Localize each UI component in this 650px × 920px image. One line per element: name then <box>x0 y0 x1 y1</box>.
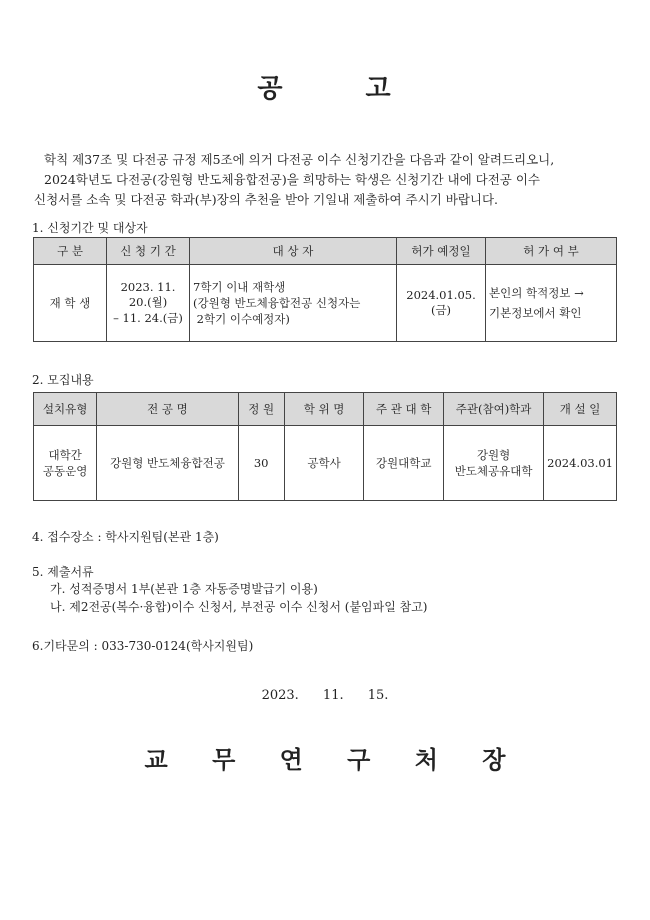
notice-date: 2023. 11. 15. <box>261 688 389 703</box>
column-header: 전 공 명 <box>97 393 238 426</box>
column-header: 대 상 자 <box>190 238 397 265</box>
recruitment-table <box>33 392 617 501</box>
cell-quota: 30 <box>238 426 284 501</box>
period-end: – 11. 24.(금) <box>113 311 183 325</box>
document-title: 공 고 <box>257 74 393 104</box>
section4-location: 4. 접수장소 : 학사지원팀(본관 1층) <box>32 530 219 544</box>
column-header: 개 설 일 <box>544 393 617 426</box>
column-header: 학 위 명 <box>284 393 364 426</box>
status-line: 기본정보에서 확인 <box>489 306 582 320</box>
cell-degree: 공학사 <box>284 426 364 501</box>
signature: 교 무 연 구 처 장 <box>144 745 506 774</box>
cell-status <box>486 265 617 342</box>
intro-line: 2024학년도 다전공(강원형 반도체융합전공)을 희망하는 학생은 신청기간 내에 다전공 이수 <box>44 172 540 187</box>
period-start: 2023. 11. 20.(월) <box>120 280 176 309</box>
cell-date: 2024.01.05.(금) <box>397 265 486 342</box>
status-line: 본인의 학적정보 → <box>489 286 584 300</box>
table-header-row <box>34 393 617 426</box>
column-header: 설치유형 <box>34 393 97 426</box>
dept-line: 반도체공유대학 <box>454 464 533 478</box>
intro-line: 학칙 제37조 및 다전공 규정 제5조에 의거 다전공 이수 신청기간을 다음과 같이 알려드리오니, <box>44 152 555 167</box>
intro-line: 신청서를 소속 및 다전공 학과(부)장의 추천을 받아 기일내 제출하여 주시기 바랍니다. <box>34 192 499 207</box>
table-row <box>34 426 617 501</box>
cell-period <box>107 265 190 342</box>
target-line: 7학기 이내 재학생 <box>193 280 286 294</box>
column-header: 주 관 대 학 <box>364 393 444 426</box>
table-header-row <box>34 238 617 265</box>
type-line: 공동운영 <box>42 464 88 478</box>
cell-type <box>34 426 97 501</box>
cell-open-date: 2024.03.01 <box>544 426 617 501</box>
application-period-table <box>33 237 617 342</box>
section5-heading: 5. 제출서류 <box>32 565 94 579</box>
section1-heading: 1. 신청기간 및 대상자 <box>32 221 148 235</box>
target-line: 2학기 이수예정자) <box>193 312 290 326</box>
cell-department <box>444 426 544 501</box>
dept-line: 강원형 <box>476 448 511 462</box>
column-header: 허가 예정일 <box>397 238 486 265</box>
column-header: 신 청 기 간 <box>107 238 190 265</box>
section6-contact: 6.기타문의 : 033-730-0124(학사지원팀) <box>32 639 254 653</box>
column-header: 구 분 <box>34 238 107 265</box>
document-item: 나. 제2전공(복수·융합)이수 신청서, 부전공 이수 신청서 (붙임파일 참고) <box>50 600 428 614</box>
section2-heading: 2. 모집내용 <box>32 373 94 387</box>
column-header: 주관(참여)학과 <box>444 393 544 426</box>
cell-major: 강원형 반도체융합전공 <box>97 426 238 501</box>
cell-category: 재 학 생 <box>34 265 107 342</box>
target-line: (강원형 반도체융합전공 신청자는 <box>193 296 361 310</box>
column-header: 정 원 <box>238 393 284 426</box>
document-item: 가. 성적증명서 1부(본관 1층 자동증명발급기 이용) <box>50 582 318 596</box>
cell-target <box>190 265 397 342</box>
column-header: 허 가 여 부 <box>486 238 617 265</box>
cell-university: 강원대학교 <box>364 426 444 501</box>
type-line: 대학간 <box>48 448 82 462</box>
table-row <box>34 265 617 342</box>
